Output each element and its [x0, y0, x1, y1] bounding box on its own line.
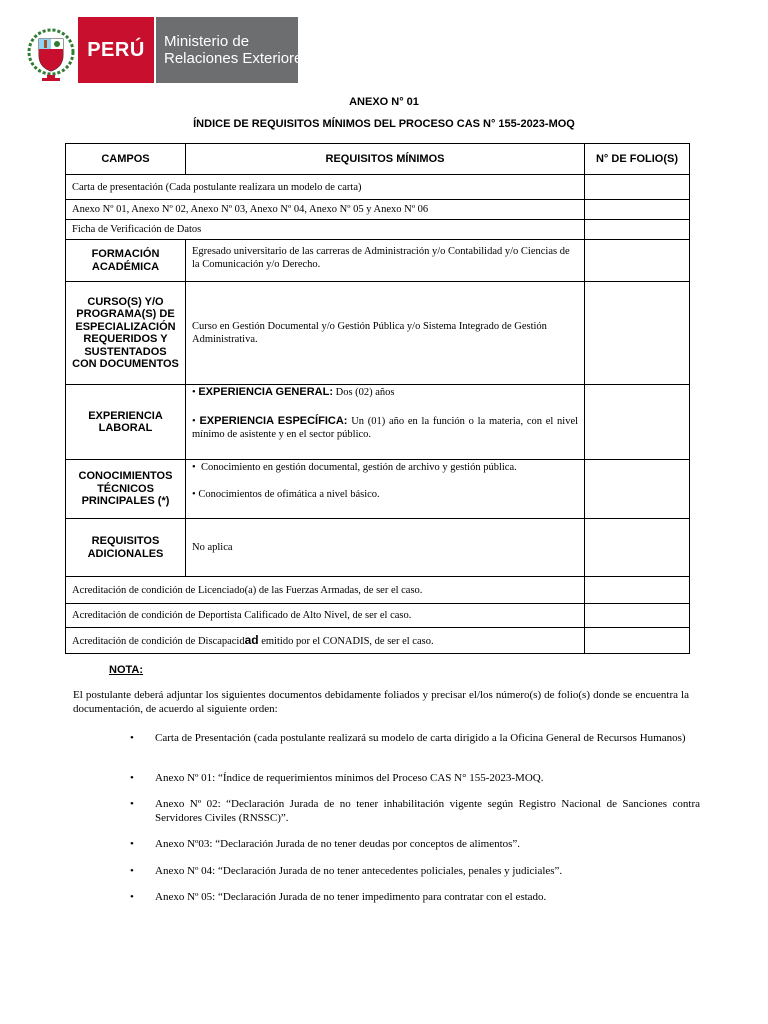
nota-heading: [109, 664, 143, 676]
folio-cell: [585, 519, 690, 577]
ministry-name-line2: Relaciones Exteriores: [164, 50, 310, 67]
discapacidad-text-mid: ad: [244, 632, 259, 647]
bullet: •: [130, 732, 134, 744]
document-item-text: Anexo Nº03: “Declaración Jurada de no tener deudas por conceptos de alimentos”.: [155, 838, 521, 850]
list-item: [130, 864, 700, 878]
bullet: •: [192, 462, 196, 473]
experiencia-especifica-text: Un (01) año en la función o la materia, con el nivel mínimo de asistente y en el sector público.: [192, 416, 579, 440]
peru-coat-of-arms-icon: [26, 22, 76, 88]
folio-cell: [585, 385, 690, 460]
row-carta-presentacion: Carta de presentación (Cada postulante realizara un modelo de carta): [66, 175, 585, 200]
table-row: [66, 200, 690, 220]
list-item: [130, 797, 700, 825]
header-requisitos: REQUISITOS MÍNIMOS: [186, 144, 585, 175]
conocimientos-requirement: [186, 460, 585, 519]
requirements-table: [65, 143, 690, 654]
table-row: [66, 240, 690, 282]
bullet: •: [130, 838, 134, 850]
discapacidad-text-pre: Acreditación de condición de Discapacid: [72, 635, 245, 647]
table-row: [66, 282, 690, 385]
row-anexos: Anexo Nº 01, Anexo Nº 02, Anexo Nº 03, Anexo Nº 04, Anexo Nº 05 y Anexo Nº 06: [66, 200, 585, 220]
bullet: •: [192, 387, 196, 398]
bullet: •: [130, 798, 134, 810]
index-title: ÍNDICE DE REQUISITOS MÍNIMOS DEL PROCESO CAS N° 155-2023-MOQ: [193, 118, 575, 130]
folio-cell: [585, 175, 690, 200]
table-header-row: [66, 144, 690, 175]
peru-label: PERÚ: [87, 38, 145, 61]
table-row: [66, 519, 690, 577]
table-row: [66, 628, 690, 654]
ministry-name-block: [156, 17, 310, 83]
adicionales-requirement: No aplica: [186, 519, 585, 577]
row-ficha-verificacion: Ficha de Verificación de Datos: [66, 220, 585, 240]
experiencia-general-label: EXPERIENCIA GENERAL:: [198, 386, 333, 398]
nota-colon: :: [139, 664, 144, 676]
label-cursos: CURSO(S) Y/O PROGRAMA(S) DE ESPECIALIZACIÓN REQUERIDOS Y SUSTENTADOS CON DOCUMENTOS: [66, 282, 186, 385]
list-item: [130, 731, 700, 745]
experiencia-general-text: Dos (02) años: [335, 387, 395, 398]
folio-cell: [585, 604, 690, 628]
document-item-text: Anexo Nº 02: “Declaración Jurada de no tener inhabilitación vigente según Registro Nacional de Sanciones contra Servidores Civiles (RNSSC)”.: [155, 798, 700, 824]
table-row: [66, 220, 690, 240]
bullet: •: [192, 416, 196, 427]
folio-cell: [585, 282, 690, 385]
row-acreditacion-discapacidad: [66, 628, 585, 654]
list-item: [130, 771, 700, 785]
nota-intro-paragraph: El postulante deberá adjuntar los siguientes documentos debidamente foliados y precisar el/los número(s) de folio(s) donde se encuentra la documentación, de acuerdo al siguiente orden:: [73, 689, 689, 715]
document-item-text: Anexo Nº 01: “Índice de requerimientos mínimos del Proceso CAS N° 155-2023-MOQ.: [155, 772, 544, 784]
header-campos: CAMPOS: [66, 144, 186, 175]
conocimiento-text-1: Conocimiento en gestión documental, gestión de archivo y gestión pública.: [200, 462, 517, 473]
table-row: [66, 385, 690, 460]
bullet: •: [192, 489, 196, 500]
discapacidad-text-post: emitido por el CONADIS, de ser el caso.: [258, 635, 434, 647]
folio-cell: [585, 200, 690, 220]
label-conocimientos: CONOCIMIENTOS TÉCNICOS PRINCIPALES (*): [66, 460, 186, 519]
formacion-requirement: Egresado universitario de las carreras de Administración y/o Contabilidad y/o Ciencias de la Comunicación y/o Derecho.: [186, 240, 585, 282]
document-item-text: Anexo Nº 05: “Declaración Jurada de no tener impedimento para contratar con el estado.: [155, 891, 547, 903]
bullet: •: [130, 891, 134, 903]
folio-cell: [585, 240, 690, 282]
annex-title: ANEXO N° 01: [349, 96, 419, 108]
folio-cell: [585, 628, 690, 654]
bullet: •: [130, 865, 134, 877]
bullet: •: [130, 772, 134, 784]
conocimiento-item-2: [192, 488, 578, 501]
row-acreditacion-deportista: Acreditación de condición de Deportista Calificado de Alto Nivel, de ser el caso.: [66, 604, 585, 628]
folio-cell: [585, 460, 690, 519]
experiencia-especifica-item: [192, 415, 578, 441]
row-acreditacion-ffaa: Acreditación de condición de Licenciado(a) de las Fuerzas Armadas, de ser el caso.: [66, 577, 585, 604]
label-formacion: FORMACIÓN ACADÉMICA: [66, 240, 186, 282]
ministry-logo: [26, 17, 310, 83]
list-item: [130, 837, 700, 851]
table-row: [66, 604, 690, 628]
ministry-name-line1: Ministerio de: [164, 33, 250, 50]
experiencia-requirement: [186, 385, 585, 460]
header-folios: N° DE FOLIO(S): [585, 144, 690, 175]
conocimiento-item-1: [192, 461, 578, 474]
peru-brand-block: [78, 17, 154, 83]
label-experiencia: EXPERIENCIA LABORAL: [66, 385, 186, 460]
experiencia-general-item: [192, 386, 578, 399]
table-row: [66, 460, 690, 519]
cursos-requirement: Curso en Gestión Documental y/o Gestión Pública y/o Sistema Integrado de Gestión Administrativa.: [186, 282, 585, 385]
folio-cell: [585, 220, 690, 240]
table-row: [66, 577, 690, 604]
experiencia-especifica-label: EXPERIENCIA ESPECÍFICA:: [199, 415, 348, 427]
document-item-text: Anexo Nº 04: “Declaración Jurada de no tener antecedentes policiales, penales y judiciales”.: [155, 865, 563, 877]
list-item: [130, 890, 700, 904]
table-row: [66, 175, 690, 200]
folio-cell: [585, 577, 690, 604]
conocimiento-text-2: Conocimientos de ofimática a nivel básico.: [198, 489, 380, 500]
document-item-text: Carta de Presentación (cada postulante realizará su modelo de carta dirigido a la Oficina General de Recursos Humanos): [155, 732, 686, 744]
nota-label: NOTA: [109, 664, 140, 676]
label-adicionales: REQUISITOS ADICIONALES: [66, 519, 186, 577]
